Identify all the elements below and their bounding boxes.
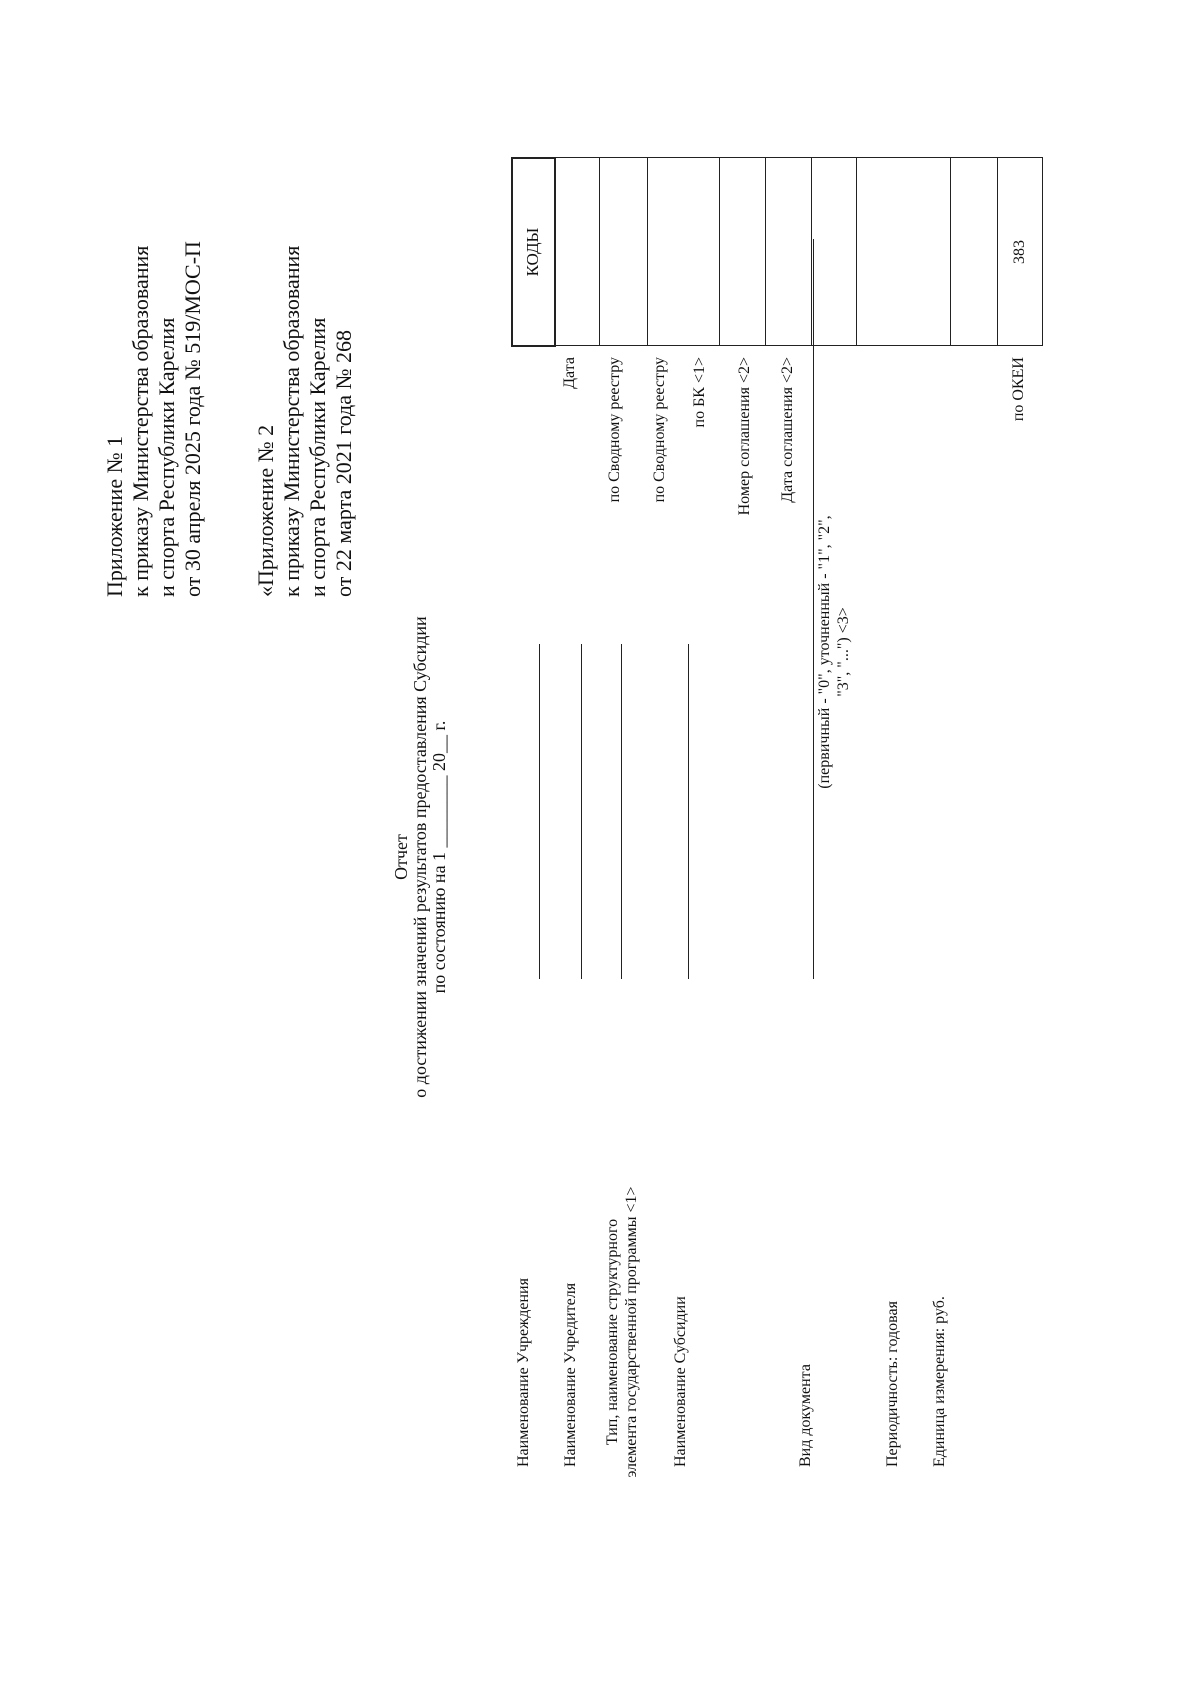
registry2-code-label: по Сводному реестру (651, 357, 668, 503)
okei-code-label: по ОКЕИ (1010, 357, 1027, 422)
program-type-fill-line[interactable] (621, 644, 622, 979)
report-title-block (392, 577, 449, 1137)
appendix-new-line4: от 30 апреля 2025 года № 519/МОС-П (180, 241, 205, 597)
appendix-old-block (253, 246, 357, 597)
doc-type-hint-line2: "3", "...") <3> (835, 607, 852, 697)
subsidy-label: Наименование Субсидии (672, 1296, 689, 1467)
date-code-label: Дата (561, 357, 578, 389)
doc-type-hint-line1: (первичный - "0", уточненный - "1", "2", (816, 515, 833, 789)
appendix-old-line4: от 22 марта 2021 года № 268 (331, 329, 356, 597)
doc-type-fill-line[interactable] (813, 239, 814, 979)
founder-fill-line[interactable] (581, 644, 582, 979)
appendix-new-line1: Приложение № 1 (102, 435, 127, 597)
doc-type-hint (815, 487, 853, 817)
report-title: Отчет (391, 834, 411, 880)
periodicity-label: Периодичность: годовая (884, 1301, 901, 1467)
program-type-label-line1: Тип, наименование структурного (604, 1218, 621, 1446)
appendix-new-block (102, 241, 206, 597)
appendix-old-line1: «Приложение № 2 (253, 424, 278, 597)
program-type-label-line2: элемента государственной программы <1> (623, 1186, 640, 1478)
appendix-old-line2: к приказу Министерства образования (279, 245, 304, 597)
okei-code-cell[interactable]: 383 (998, 158, 1043, 346)
doc-type-label: Вид документа (797, 1364, 814, 1467)
appendix-new-line2: к приказу Министерства образования (128, 245, 153, 597)
appendix-old-line3: и спорта Республики Карелия (305, 317, 330, 597)
codes-header: КОДЫ (512, 158, 555, 346)
agreement-number-label: Номер соглашения <2> (736, 357, 753, 516)
program-type-label (603, 1162, 641, 1502)
report-subtitle: о достижении значений результатов предоставления Субсидии (410, 616, 430, 1098)
unit-label: Единица измерения: руб. (931, 1296, 948, 1467)
institution-fill-line[interactable] (539, 644, 540, 979)
founder-label: Наименование Учредителя (562, 1282, 579, 1467)
agreement-date-label: Дата соглашения <2> (779, 357, 796, 503)
appendix-new-line3: и спорта Республики Карелия (154, 317, 179, 597)
bk-code-label: по БК <1> (691, 357, 708, 428)
report-date-line: по состоянию на 1 ________ 20__ г. (429, 720, 449, 994)
subsidy-fill-line[interactable] (688, 644, 689, 979)
registry1-code-label: по Сводному реестру (606, 357, 623, 503)
institution-label: Наименование Учреждения (515, 1278, 532, 1467)
